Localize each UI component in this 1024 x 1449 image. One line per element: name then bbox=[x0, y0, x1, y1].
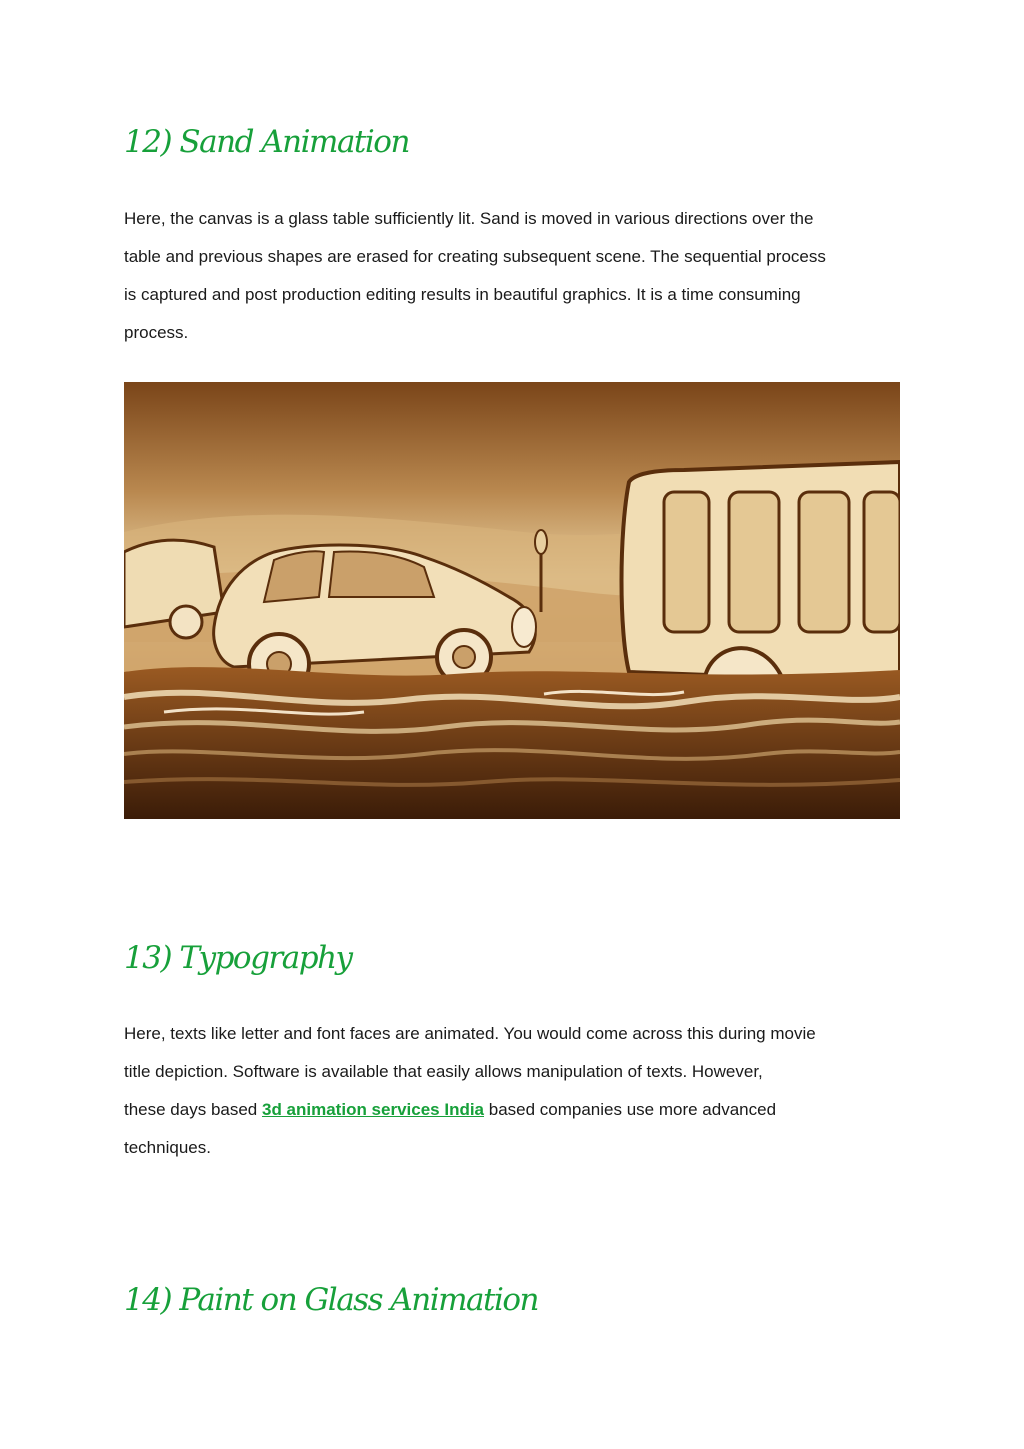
paragraph-line bbox=[124, 1091, 914, 1129]
sand-animation-image bbox=[124, 382, 900, 819]
paragraph-line: title depiction. Software is available that easily allows manipulation of texts. However, bbox=[124, 1062, 763, 1081]
paragraph-line: Here, the canvas is a glass table sufficiently lit. Sand is moved in various directions over the bbox=[124, 209, 814, 228]
section-heading-sand-animation: 12) Sand Animation bbox=[124, 124, 409, 160]
sand-animation-paragraph bbox=[124, 200, 914, 352]
paragraph-line: Here, texts like letter and font faces are animated. You would come across this during movie bbox=[124, 1024, 816, 1043]
paragraph-line: is captured and post production editing results in beautiful graphics. It is a time consuming bbox=[124, 285, 801, 304]
paragraph-line: techniques. bbox=[124, 1138, 211, 1157]
typography-paragraph bbox=[124, 1015, 914, 1167]
line-text: these days based bbox=[124, 1100, 262, 1119]
section-heading-paint-on-glass: 14) Paint on Glass Animation bbox=[124, 1282, 538, 1318]
paragraph-line: table and previous shapes are erased for creating subsequent scene. The sequential process bbox=[124, 247, 826, 266]
paragraph-line: process. bbox=[124, 323, 189, 342]
section-heading-typography: 13) Typography bbox=[124, 940, 352, 976]
3d-animation-services-link[interactable]: 3d animation services India bbox=[261, 1100, 485, 1119]
line-text: based companies use more advanced bbox=[484, 1100, 777, 1119]
